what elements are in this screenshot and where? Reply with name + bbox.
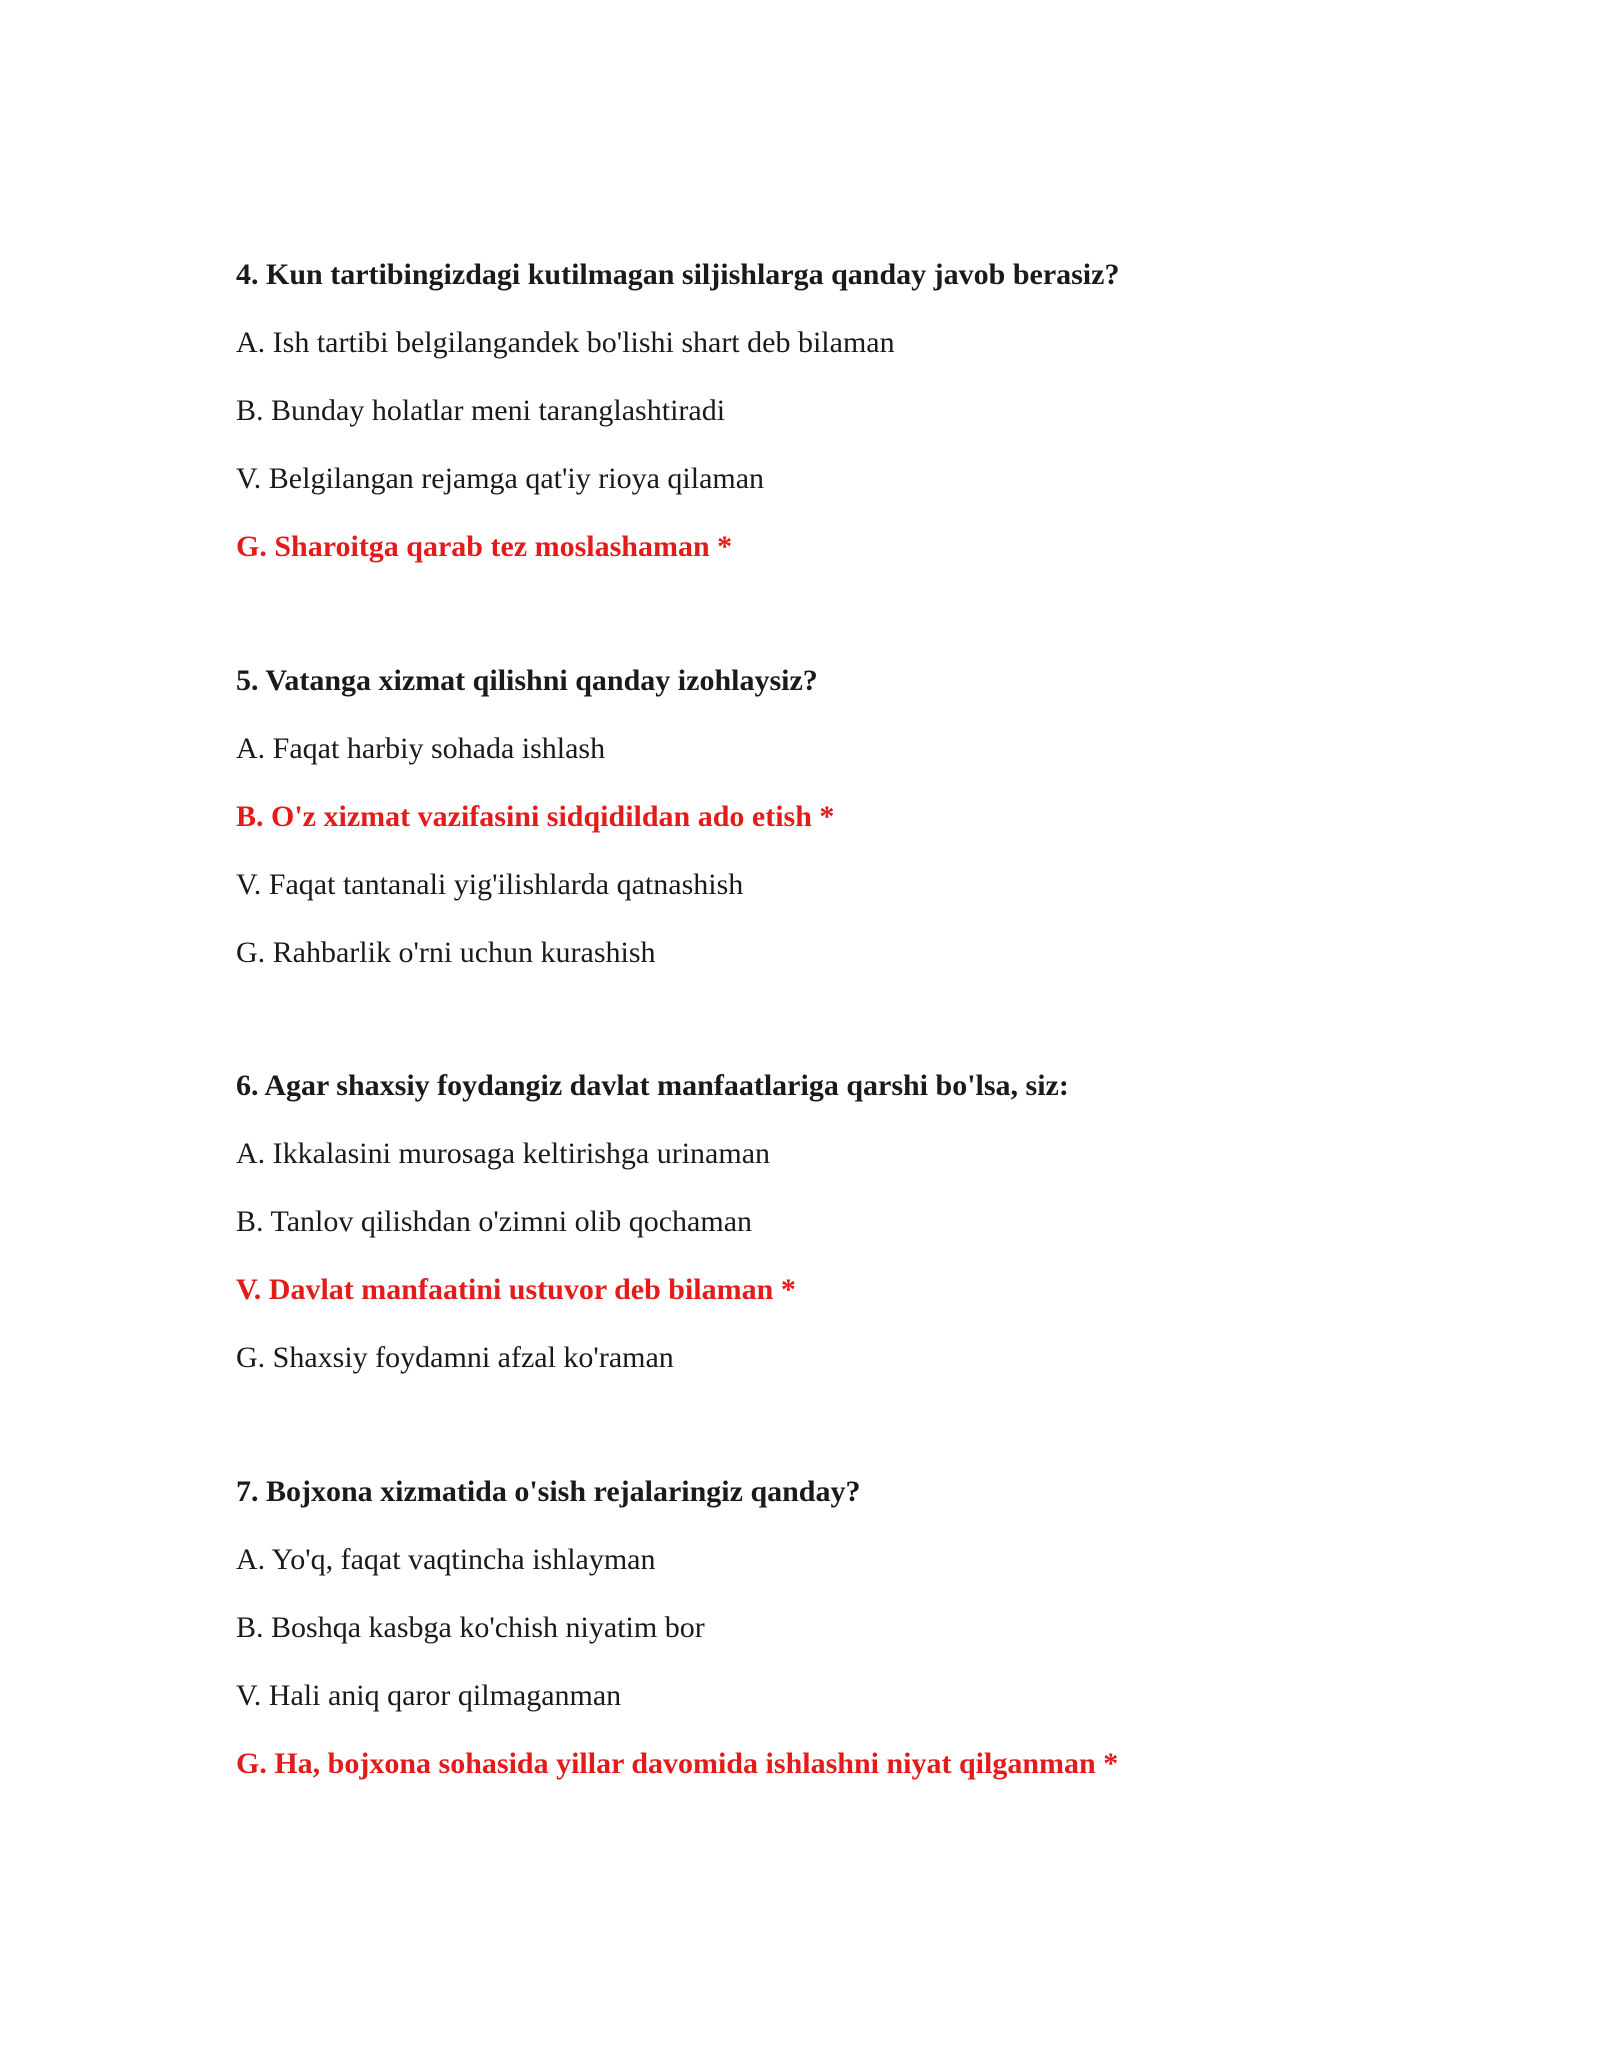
answer-option-b: B. Tanlov qilishdan o'zimni olib qochaman: [236, 1205, 753, 1238]
answer-option-b: B. Bunday holatlar meni taranglashtiradi: [236, 394, 726, 427]
question-4: [236, 257, 1436, 565]
answer-option-v-correct: V. Davlat manfaatini ustuvor deb bilaman *: [236, 1273, 796, 1306]
question-title: 7. Bojxona xizmatida o'sish rejalaringiz qanday?: [236, 1475, 861, 1508]
answer-option-g-correct: G. Ha, bojxona sohasida yillar davomida ishlashni niyat qilganman *: [236, 1747, 1119, 1780]
answer-option-a: A. Ish tartibi belgilangandek bo'lishi shart deb bilaman: [236, 326, 895, 359]
question-title: 4. Kun tartibingizdagi kutilmagan siljishlarga qanday javob berasiz?: [236, 258, 1120, 291]
question-title: 6. Agar shaxsiy foydangiz davlat manfaatlariga qarshi bo'lsa, siz:: [236, 1069, 1069, 1102]
answer-option-v: V. Hali aniq qaror qilmaganman: [236, 1679, 622, 1712]
answer-option-a: A. Ikkalasini murosaga keltirishga urinaman: [236, 1137, 771, 1170]
answer-option-g-correct: G. Sharoitga qarab tez moslashaman *: [236, 530, 733, 563]
answer-option-v: V. Belgilangan rejamga qat'iy rioya qilaman: [236, 462, 765, 495]
answer-option-b: B. Boshqa kasbga ko'chish niyatim bor: [236, 1611, 705, 1644]
answer-option-g: G. Shaxsiy foydamni afzal ko'raman: [236, 1341, 674, 1374]
question-6: [236, 1068, 1436, 1376]
question-title: 5. Vatanga xizmat qilishni qanday izohlaysiz?: [236, 664, 818, 697]
question-7: [236, 1474, 1436, 1782]
answer-option-g: G. Rahbarlik o'rni uchun kurashish: [236, 936, 656, 969]
answer-option-v: V. Faqat tantanali yig'ilishlarda qatnashish: [236, 868, 744, 901]
question-5: [236, 663, 1436, 971]
answer-option-a: A. Faqat harbiy sohada ishlash: [236, 732, 606, 765]
answer-option-b-correct: B. O'z xizmat vazifasini sidqidildan ado etish *: [236, 800, 835, 833]
answer-option-a: A. Yo'q, faqat vaqtincha ishlayman: [236, 1543, 656, 1576]
